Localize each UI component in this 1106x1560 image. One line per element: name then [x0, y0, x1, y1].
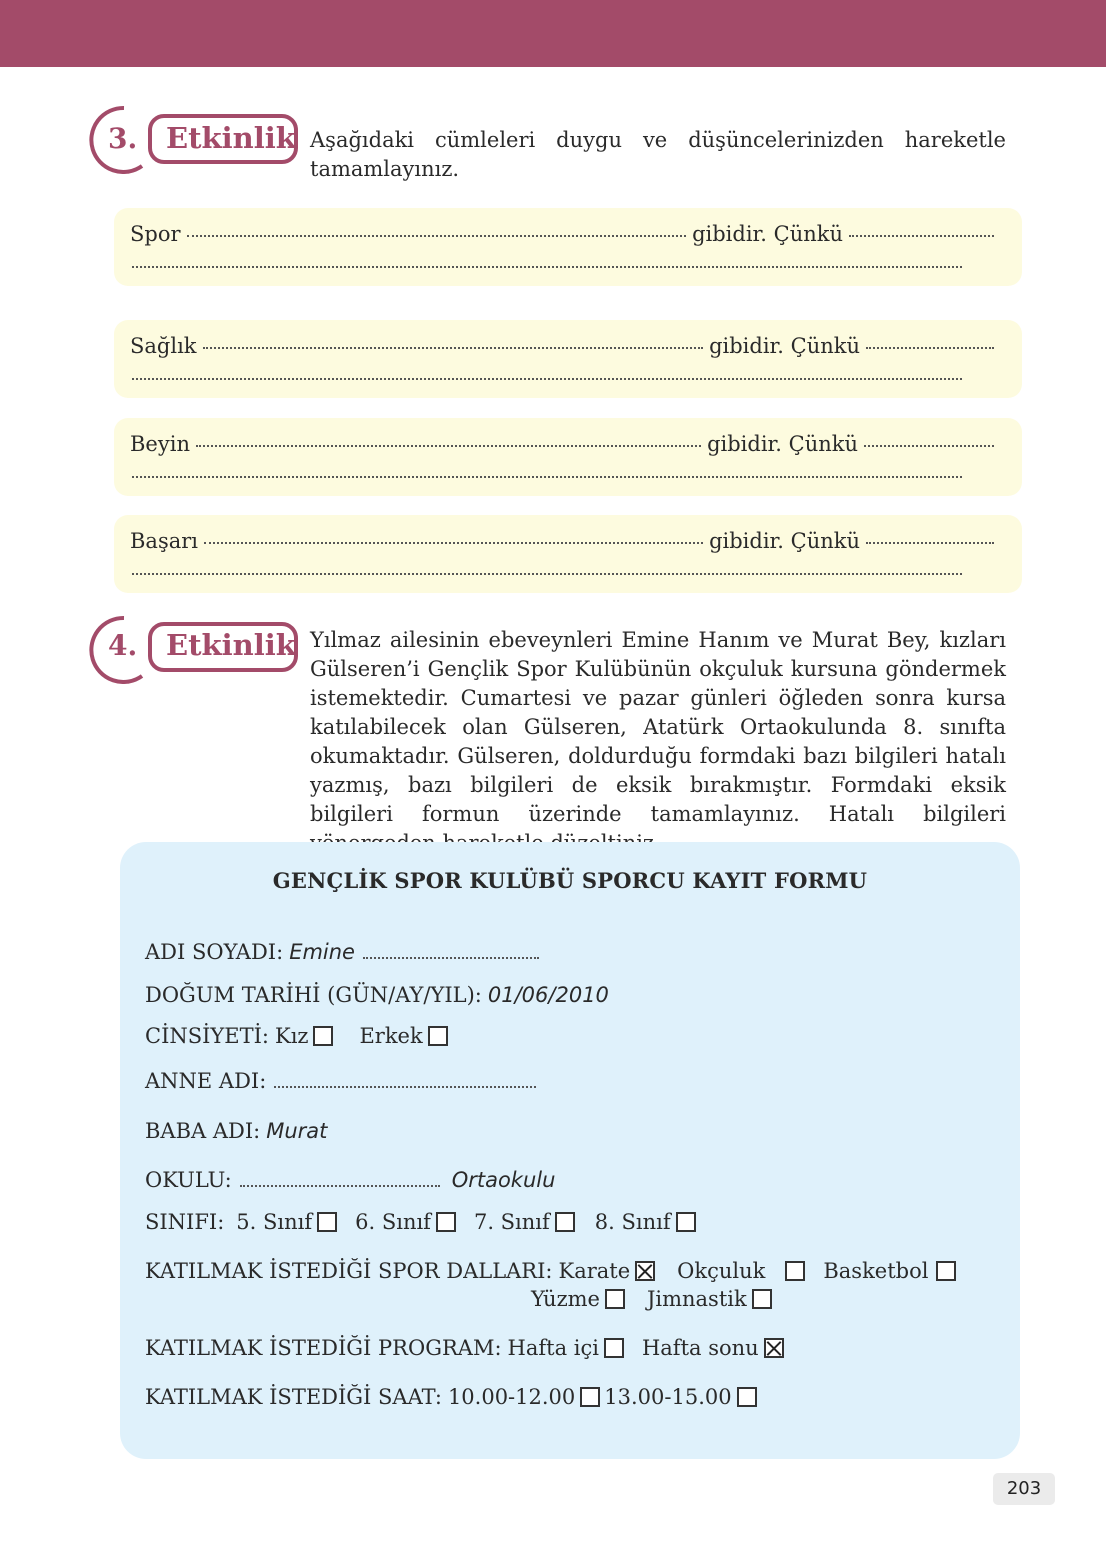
gender-checkbox-erkek[interactable]	[428, 1026, 448, 1046]
fill-box-spor	[114, 208, 1022, 286]
answer-blank-line[interactable]	[132, 378, 962, 380]
mother-blank[interactable]	[274, 1086, 536, 1088]
answer-blank[interactable]	[196, 445, 701, 447]
activity-4-badge	[84, 614, 304, 684]
grade-checkbox-7[interactable]	[555, 1212, 575, 1232]
time-checkbox-afternoon[interactable]	[737, 1387, 757, 1407]
fill-subject: Beyin	[130, 432, 190, 456]
grade-checkbox-8[interactable]	[676, 1212, 696, 1232]
answer-blank[interactable]	[864, 445, 994, 447]
answer-blank[interactable]	[187, 235, 687, 237]
fill-middle: gibidir. Çünkü	[709, 529, 860, 553]
program-option-label: Hafta sonu	[641, 1336, 759, 1360]
fill-middle: gibidir. Çünkü	[709, 334, 860, 358]
activity-label: Etkinlik	[166, 121, 296, 155]
sport-checkbox-basketbol[interactable]	[936, 1261, 956, 1281]
activity-number: 3.	[108, 122, 138, 155]
answer-blank[interactable]	[866, 347, 994, 349]
answer-blank-line[interactable]	[132, 573, 962, 575]
grade-checkbox-6[interactable]	[436, 1212, 456, 1232]
grade-option-label: 6. Sınıf	[355, 1210, 431, 1234]
gender-row	[145, 1024, 448, 1048]
sport-option-label: Basketbol	[823, 1259, 929, 1283]
gender-option-label: Erkek	[359, 1024, 423, 1048]
sport-checkbox-okculuk[interactable]	[785, 1261, 805, 1281]
sports-row-2	[531, 1287, 772, 1311]
sport-checkbox-yuzme[interactable]	[605, 1289, 625, 1309]
time-option-label: 13.00-15.00	[604, 1385, 732, 1409]
birth-label: DOĞUM TARİHİ (GÜN/AY/YIL):	[145, 983, 482, 1007]
sport-option-label: Okçuluk	[677, 1259, 766, 1283]
grade-row	[145, 1210, 696, 1234]
time-checkbox-morning[interactable]	[580, 1387, 600, 1407]
grade-label: SINIFI:	[145, 1210, 225, 1234]
mother-row	[145, 1069, 536, 1093]
answer-blank[interactable]	[866, 542, 994, 544]
answer-blank[interactable]	[849, 235, 994, 237]
school-label: OKULU:	[145, 1168, 232, 1192]
name-blank[interactable]	[363, 957, 539, 959]
answer-blank-line[interactable]	[132, 476, 962, 478]
sport-checkbox-karate[interactable]	[635, 1261, 655, 1281]
sport-checkbox-jimnastik[interactable]	[752, 1289, 772, 1309]
activity-4-instruction: Yılmaz ailesinin ebeveynleri Emine Hanım ve Murat Bey, kızları Gülseren’i Gençlik Spor Kulübünün okçuluk kursuna göndermek istemektedir. Cumartesi ve pazar günleri öğleden sonra kursa katılabilecek olan Gülseren, Atatürk Ortaokulunda 8. sınıfta okumaktadır. Gülseren, doldurduğu formdaki bazı bilgileri hatalı yazmış, bazı bilgileri de eksik bırakmıştır. Formdaki eksik bilgileri formun üzerinde tamamlayınız. Hatalı bilgileri	[310, 628, 1006, 826]
time-option-label: 10.00-12.00	[447, 1385, 576, 1409]
father-label: BABA ADI:	[145, 1119, 261, 1143]
fill-subject: Spor	[130, 222, 181, 246]
program-checkbox-hafta-ici[interactable]	[604, 1338, 624, 1358]
answer-blank-line[interactable]	[132, 266, 962, 268]
activity-3-instruction: Aşağıdaki cümleleri duygu ve düşüncelerinizden hareketle tamamlayınız.	[310, 128, 1006, 181]
gender-option-label: Kız	[275, 1024, 309, 1048]
program-option-label: Hafta içi	[507, 1336, 599, 1360]
gender-checkbox-kiz[interactable]	[313, 1026, 333, 1046]
fill-subject: Sağlık	[130, 334, 197, 358]
answer-blank[interactable]	[204, 542, 703, 544]
grade-option-label: 7. Sınıf	[473, 1210, 550, 1234]
father-value: Murat	[266, 1119, 328, 1143]
fill-middle: gibidir. Çünkü	[692, 222, 843, 246]
program-row	[145, 1336, 784, 1360]
activity-number: 4.	[108, 629, 138, 662]
time-row	[145, 1385, 757, 1409]
registration-form	[120, 842, 1020, 1459]
grade-option-label: 5. Sınıf	[236, 1210, 313, 1234]
sports-row	[145, 1259, 956, 1283]
name-value: Emine	[289, 940, 355, 964]
program-label: KATILMAK İSTEDİĞİ PROGRAM:	[145, 1336, 502, 1360]
sports-label: KATILMAK İSTEDİĞİ SPOR DALLARI:	[145, 1259, 553, 1283]
fill-box-basari	[114, 515, 1022, 593]
school-blank[interactable]	[240, 1185, 440, 1187]
fill-box-beyin	[114, 418, 1022, 496]
fill-subject: Başarı	[130, 529, 199, 553]
program-checkbox-hafta-sonu[interactable]	[764, 1338, 784, 1358]
name-row	[145, 940, 539, 964]
fill-box-saglik	[114, 320, 1022, 398]
grade-checkbox-5[interactable]	[317, 1212, 337, 1232]
birth-value: 01/06/2010	[487, 983, 609, 1007]
time-label: KATILMAK İSTEDİĞİ SAAT:	[145, 1385, 442, 1409]
answer-blank[interactable]	[203, 347, 704, 349]
sport-option-label: Yüzme	[531, 1287, 600, 1311]
mother-label: ANNE ADI:	[145, 1069, 267, 1093]
school-value: Ortaokulu	[451, 1168, 556, 1192]
fill-middle: gibidir. Çünkü	[707, 432, 858, 456]
sport-option-label: Karate	[558, 1259, 631, 1283]
gender-label: CİNSİYETİ:	[145, 1024, 269, 1048]
header-bar	[0, 0, 1106, 67]
activity-label: Etkinlik	[166, 628, 296, 662]
school-row	[145, 1168, 555, 1192]
sport-option-label: Jimnastik	[646, 1287, 747, 1311]
page-number: 203	[993, 1473, 1055, 1505]
form-title: GENÇLİK SPOR KULÜBÜ SPORCU KAYIT FORMU	[272, 868, 868, 893]
birth-row	[145, 983, 609, 1007]
father-row	[145, 1119, 327, 1143]
activity-3-badge	[84, 104, 304, 174]
name-label: ADI SOYADI:	[145, 940, 284, 964]
grade-option-label: 8. Sınıf	[594, 1210, 671, 1234]
